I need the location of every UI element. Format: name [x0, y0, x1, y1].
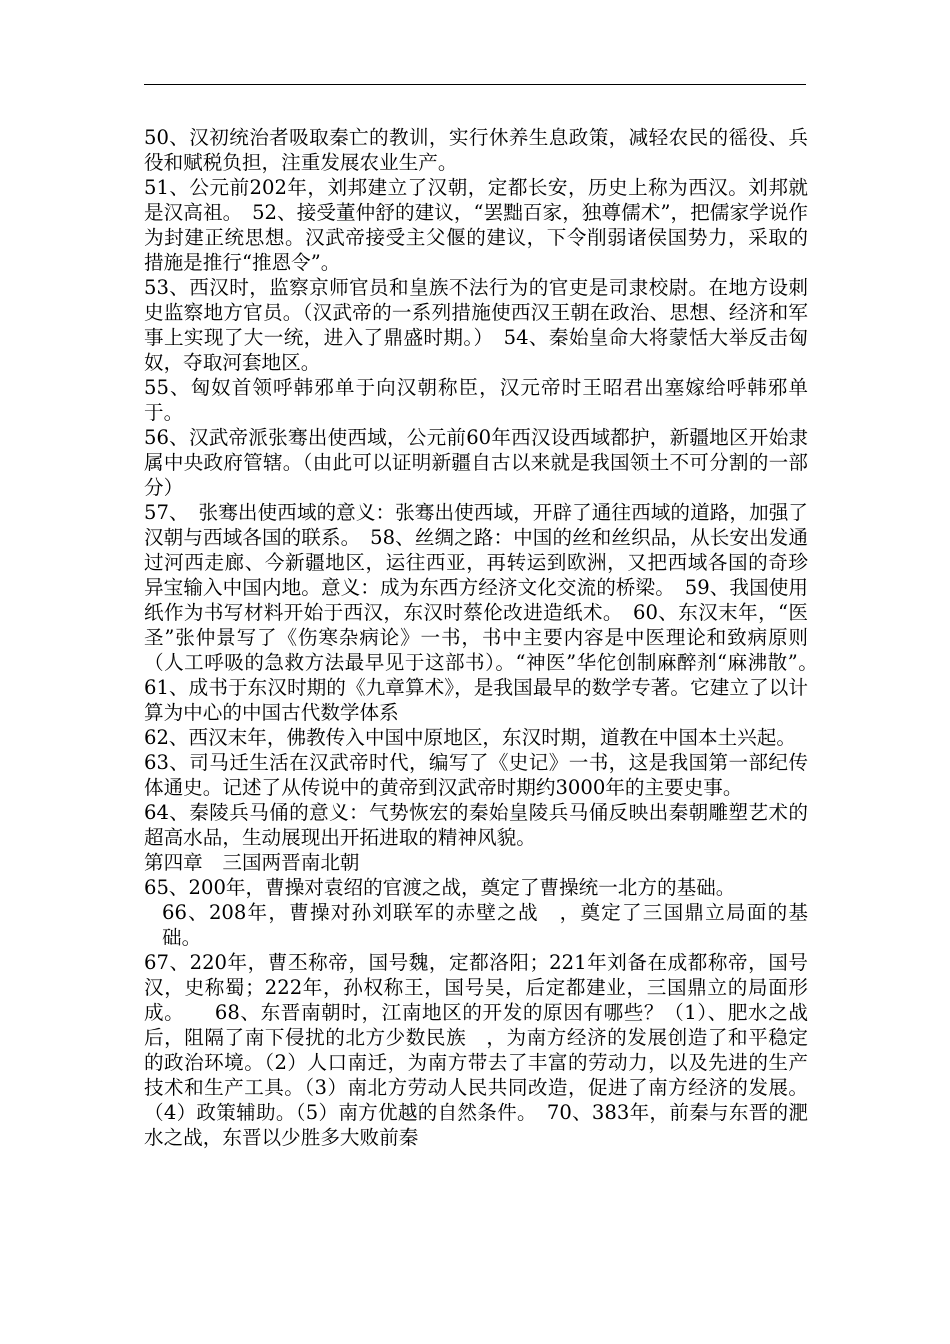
paragraph-56: 56、汉武帝派张骞出使西域，公元前60年西汉设西域都护，新疆地区开始隶属中央政府管辖。（由此可以证明新疆自古以来就是我国领土不可分割的一部分）: [144, 426, 808, 499]
paragraph-66: 66、208年，曹操对孙刘联军的赤壁之战 ，奠定了三国鼎立局面的基础。: [162, 901, 808, 949]
chapter-heading: 第四章 三国两晋南北朝: [144, 851, 360, 874]
header-rule: [144, 84, 806, 85]
paragraph-50: 50、汉初统治者吸取秦亡的教训，实行休养生息政策，减轻农民的徭役、兵役和赋税负担，注重发展农业生产。: [144, 126, 808, 174]
paragraph-62: 62、西汉末年，佛教传入中国中原地区，东汉时期，道教在中国本土兴起。: [144, 726, 796, 749]
paragraph-55: 55、匈奴首领呼韩邪单于向汉朝称臣，汉元帝时王昭君出塞嫁给呼韩邪单于。: [144, 376, 808, 424]
paragraph-53-54: 53、西汉时，监察京师官员和皇族不法行为的官吏是司隶校尉。在地方设刺史监察地方官员。（汉武帝的一系列措施使西汉王朝在政治、思想、经济和军事上实现了大一统，进入了鼎盛时期。） 54、秦始皇命大将蒙恬大举反击匈奴，夺取河套地区。: [144, 276, 808, 374]
paragraph-67-70: 67、220年，曹丕称帝，国号魏，定都洛阳；221年刘备在成都称帝，国号汉，史称蜀；222年，孙权称王，国号吴，后定都建业，三国鼎立的局面形成。 68、东晋南朝时，江南地区的开发的原因有哪些？（1）、肥水之战后，阻隔了南下侵扰的北方少数民族 ，为南方经济的发展创造了和平稳定的政治环境。（2）人口南迁，为南方带去了丰富的劳动力，以及先进的生产技术和生产工具。（3）南北方劳动人民共同改造，促进了南方经济的发展。（4）政策辅助。（5）南方优越的自然条件。 70、383年，前秦与东晋的淝水之战，东晋以少胜多大败前秦: [144, 951, 808, 1149]
paragraph-57-61: 57、 张骞出使西域的意义：张骞出使西域，开辟了通往西域的道路，加强了汉朝与西域各国的联系。 58、丝绸之路：中国的丝和丝织品，从长安出发通过河西走廊、今新疆地区，运往西亚，再转运到欧洲，又把西域各国的奇珍异宝输入中国内地。意义：成为东西方经济文化交流的桥梁。 59、我国使用纸作为书写材料开始于西汉，东汉时蔡伦改进造纸术。 60、东汉末年，“医圣”张仲景写了《伤寒杂病论》一书，书中主要内容是中医理论和致病原则（人工呼吸的急救方法最早见于这部书）。“神医”华佗创制麻醉剂“麻沸散”。 61、成书于东汉时期的《九章算术》，是我国最早的数学专著。它建立了以计算为中心的中国古代数学体系: [144, 501, 828, 724]
paragraph-64: 64、秦陵兵马俑的意义：气势恢宏的秦始皇陵兵马俑反映出秦朝雕塑艺术的超高水品，生动展现出开拓进取的精神风貌。: [144, 801, 808, 849]
paragraph-63: 63、司马迁生活在汉武帝时代，编写了《史记》一书，这是我国第一部纪传体通史。记述了从传说中的黄帝到汉武帝时期约3000年的主要史事。: [144, 751, 808, 799]
paragraph-51-52: 51、公元前202年，刘邦建立了汉朝，定都长安，历史上称为西汉。刘邦就是汉高祖。 52、接受董仲舒的建议，“罢黜百家，独尊儒术”，把儒家学说作为封建正统思想。汉武帝接受主父偃的建议，下令削弱诸侯国势力，采取的措施是推行“推恩令”。: [144, 176, 808, 274]
document-body: [144, 125, 828, 1150]
paragraph-65: 65、200年，曹操对袁绍的官渡之战，奠定了曹操统一北方的基础。: [144, 876, 736, 899]
